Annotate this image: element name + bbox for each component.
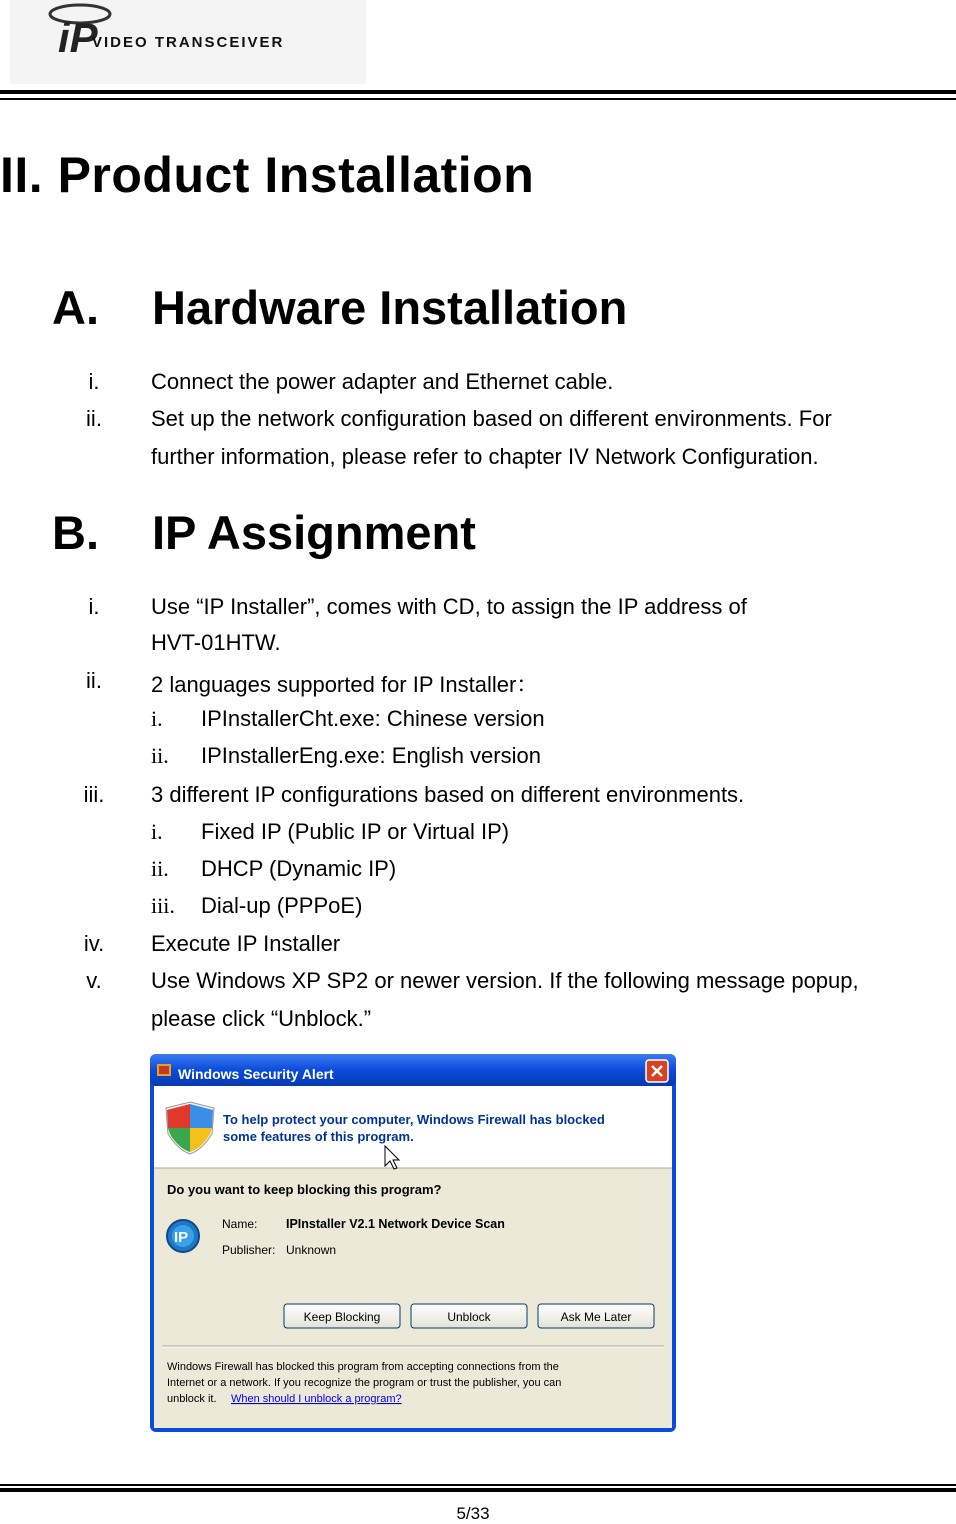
list-item: Use Windows XP SP2 or newer version. If the following message popup, — [151, 968, 859, 993]
list-item-continued: HVT-01HTW. — [151, 630, 281, 655]
list-item: 2 languages supported for IP Installer： — [151, 672, 539, 697]
section-a-title: Hardware Installation — [152, 281, 628, 334]
sub-item-number: i. — [151, 706, 163, 731]
name-value: IPInstaller V2.1 Network Device Scan — [286, 1217, 505, 1231]
item-number: iv. — [83, 931, 105, 956]
section-a-letter: A. — [52, 281, 99, 334]
list-item: 3 different IP configurations based on different environments. — [151, 782, 745, 807]
ask-me-later-label: Ask Me Later — [560, 1310, 632, 1324]
footer-rule-thick — [0, 1488, 956, 1492]
item-number: i. — [88, 369, 100, 394]
sub-list-item: DHCP (Dynamic IP) — [201, 856, 397, 881]
keep-blocking-label: Keep Blocking — [303, 1310, 381, 1324]
header-rule-thin — [0, 98, 956, 100]
section-b-title: IP Assignment — [152, 506, 476, 559]
list-item-continued: further information, please refer to chapter IV Network Configuration. — [151, 444, 819, 469]
app-icon-text: IP — [174, 1229, 189, 1246]
close-button[interactable] — [646, 1060, 668, 1082]
footer-note-line3: unblock it. — [167, 1393, 217, 1405]
publisher-label: Publisher: — [222, 1243, 276, 1257]
sub-list-item: Fixed IP (Public IP or Virtual IP) — [201, 819, 510, 844]
sub-list-item: IPInstallerEng.exe: English version — [201, 743, 541, 768]
list-item-continued: please click “Unblock.” — [151, 1006, 372, 1031]
item-number: ii. — [86, 668, 102, 693]
dialog-question: Do you want to keep blocking this program? — [167, 1182, 442, 1197]
unblock-help-link[interactable]: When should I unblock a program? — [231, 1393, 402, 1405]
dialog-message-line1: To help protect your computer, Windows Firewall has blocked — [223, 1112, 605, 1127]
logo-mark-text: iP — [58, 14, 98, 61]
item-number: v. — [86, 968, 102, 993]
footer-rule-thin — [0, 1484, 956, 1486]
logo — [10, 0, 366, 84]
sub-item-number: ii. — [151, 856, 169, 881]
name-label: Name: — [222, 1217, 258, 1231]
logo-text: VIDEO TRANSCEIVER — [92, 34, 285, 51]
ask-me-later-button[interactable] — [538, 1304, 654, 1328]
sub-item-number: ii. — [151, 743, 169, 768]
page-number: 5/33 — [456, 1504, 490, 1523]
security-alert-dialog — [150, 1054, 676, 1432]
dialog-message-line2: some features of this program. — [223, 1129, 414, 1144]
logo-mark — [50, 5, 110, 61]
unblock-label: Unblock — [447, 1310, 491, 1324]
unblock-button[interactable] — [411, 1304, 527, 1328]
sub-item-number: iii. — [151, 893, 175, 918]
item-number: iii. — [83, 782, 105, 807]
chapter-title: II. Product Installation — [0, 147, 535, 203]
dialog-title: Windows Security Alert — [178, 1066, 334, 1082]
publisher-value: Unknown — [286, 1243, 337, 1257]
list-item: Set up the network configuration based on different environments. For — [151, 406, 832, 431]
list-item: Use “IP Installer”, comes with CD, to assign the IP address of — [151, 594, 747, 619]
shield-small-icon — [157, 1064, 171, 1076]
keep-blocking-button[interactable] — [284, 1304, 400, 1328]
item-number: i. — [88, 594, 100, 619]
sub-item-number: i. — [151, 819, 163, 844]
section-b-letter: B. — [52, 506, 99, 559]
footer-note-line1: Windows Firewall has blocked this program from accepting connections from the — [167, 1361, 559, 1373]
list-item: Connect the power adapter and Ethernet cable. — [151, 369, 614, 394]
header-rule-thick — [0, 90, 956, 94]
footer-note-line2: Internet or a network. If you recognize the program or trust the publisher, you can — [167, 1377, 562, 1389]
app-icon — [167, 1220, 199, 1252]
list-item: Execute IP Installer — [151, 931, 341, 956]
item-number: ii. — [86, 406, 102, 431]
sub-list-item: IPInstallerCht.exe: Chinese version — [201, 706, 545, 731]
sub-list-item: Dial-up (PPPoE) — [201, 893, 363, 918]
